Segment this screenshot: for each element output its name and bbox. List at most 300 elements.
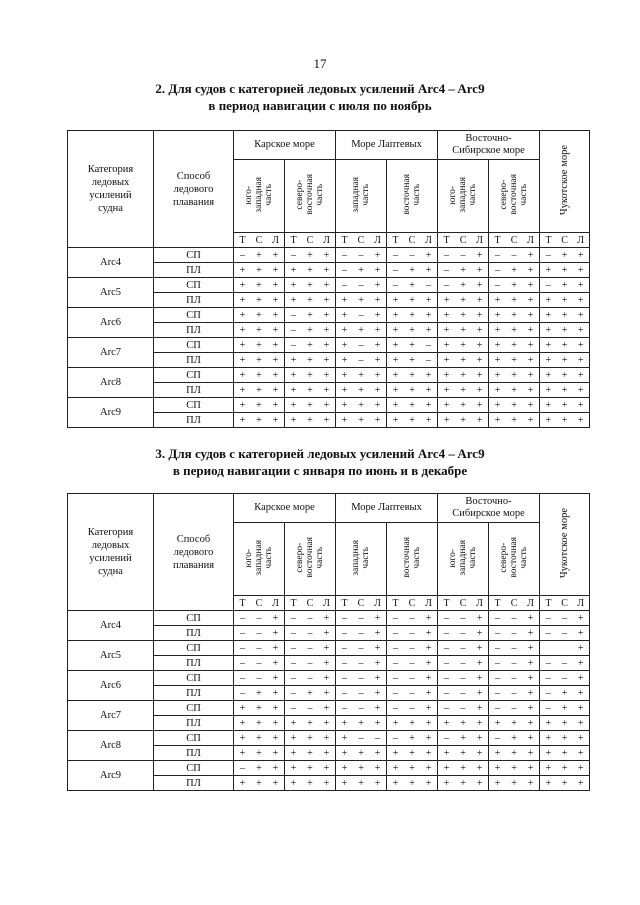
header-tcl-letter: Л (323, 234, 330, 246)
value-mark: – (495, 264, 501, 276)
value-cell (387, 686, 438, 701)
value-cell (438, 671, 489, 686)
value-mark: – (511, 657, 517, 669)
value-mark: – (562, 612, 568, 624)
value-mark: + (561, 354, 568, 366)
value-mark: + (256, 399, 262, 411)
value-mark: + (256, 762, 262, 774)
value-mark: + (290, 762, 297, 774)
value-mark: – (240, 687, 245, 699)
value-mark: + (307, 687, 313, 699)
method-cell: ПЛ (154, 656, 234, 671)
value-cell (285, 671, 336, 686)
method-cell: СП (154, 731, 234, 746)
method-cell: СП (154, 278, 234, 293)
value-mark: – (426, 279, 432, 291)
value-cell (438, 701, 489, 716)
value-mark: + (561, 399, 568, 411)
value-cell (285, 641, 336, 656)
value-mark: + (358, 747, 364, 759)
value-mark: + (323, 642, 330, 654)
value-mark: + (392, 294, 399, 306)
value-mark: + (323, 249, 330, 261)
value-mark: + (290, 294, 297, 306)
value-mark: – (495, 672, 501, 684)
value-cell (540, 368, 590, 383)
method-cell: ПЛ (154, 263, 234, 278)
value-mark: + (561, 702, 568, 714)
value-cell (438, 383, 489, 398)
value-mark: – (511, 702, 517, 714)
value-cell (234, 776, 285, 791)
value-mark: + (341, 747, 348, 759)
value-mark: – (358, 279, 364, 291)
value-mark: + (256, 717, 262, 729)
value-mark: – (393, 264, 399, 276)
value-mark: + (392, 384, 399, 396)
value-mark: – (393, 732, 399, 744)
value-mark: + (527, 627, 534, 639)
value-mark: + (374, 687, 381, 699)
value-mark: – (495, 249, 501, 261)
value-mark: + (494, 777, 501, 789)
section-title-line: 2. Для судов с категорией ледовых усилений Arc4 – Arc9 (155, 81, 485, 96)
header-chukchi-sea (540, 131, 590, 233)
category-cell: Arc8 (68, 368, 154, 398)
value-mark: + (374, 657, 381, 669)
value-mark: – (444, 687, 450, 699)
value-cell (285, 701, 336, 716)
value-mark: + (374, 627, 381, 639)
value-mark: + (511, 309, 517, 321)
header-tcl-letter: Л (577, 597, 585, 609)
value-cell (387, 611, 438, 626)
value-mark: + (341, 354, 348, 366)
value-mark: + (577, 384, 584, 396)
value-mark: + (561, 294, 568, 306)
value-cell (285, 686, 336, 701)
value-mark: + (290, 369, 297, 381)
header-tcl-letter: Л (476, 234, 483, 246)
value-mark: – (307, 672, 313, 684)
value-mark: + (443, 339, 450, 351)
value-mark: + (577, 642, 584, 654)
value-mark: + (577, 777, 584, 789)
header-tcl-letter: Л (527, 234, 534, 246)
value-mark: – (409, 657, 415, 669)
value-mark: + (307, 717, 313, 729)
value-mark: + (256, 384, 262, 396)
value-cell (336, 716, 387, 731)
value-mark: + (494, 747, 501, 759)
value-mark: + (307, 369, 313, 381)
value-cell (438, 611, 489, 626)
value-mark: + (511, 414, 517, 426)
value-mark: – (393, 249, 399, 261)
value-mark: – (409, 627, 415, 639)
value-cell (489, 413, 540, 428)
value-cell (336, 686, 387, 701)
value-cell (387, 413, 438, 428)
value-cell (285, 383, 336, 398)
value-mark: + (323, 612, 330, 624)
value-cell (336, 626, 387, 641)
value-mark: + (392, 747, 399, 759)
value-mark: + (460, 762, 466, 774)
value-mark: – (342, 702, 348, 714)
value-mark: + (307, 414, 313, 426)
header-sub-es-ne (489, 160, 540, 233)
value-mark: + (577, 324, 584, 336)
value-mark: + (272, 369, 279, 381)
value-mark: + (494, 414, 501, 426)
value-mark: + (323, 384, 330, 396)
value-mark: – (342, 279, 348, 291)
value-cell (234, 413, 285, 428)
value-mark: – (393, 612, 399, 624)
value-mark: + (425, 369, 432, 381)
value-mark: + (577, 369, 584, 381)
value-mark: + (425, 717, 432, 729)
value-mark: + (374, 384, 381, 396)
value-mark: – (495, 657, 501, 669)
value-mark: + (460, 354, 466, 366)
value-cell (234, 278, 285, 293)
value-mark: + (443, 777, 450, 789)
method-cell: ПЛ (154, 353, 234, 368)
value-mark: – (307, 612, 313, 624)
value-mark: + (272, 762, 279, 774)
value-cell (387, 776, 438, 791)
value-mark: – (460, 672, 466, 684)
value-cell (285, 611, 336, 626)
value-mark: + (476, 309, 483, 321)
header-sub-laptev-w (336, 523, 387, 596)
value-mark: + (239, 354, 246, 366)
method-cell: ПЛ (154, 686, 234, 701)
value-mark: + (476, 354, 483, 366)
value-mark: + (443, 717, 450, 729)
value-mark: + (290, 384, 297, 396)
value-mark: + (561, 339, 568, 351)
value-mark: + (443, 354, 450, 366)
value-mark: + (425, 777, 432, 789)
value-mark: + (239, 702, 246, 714)
value-cell (387, 248, 438, 263)
value-mark: + (527, 369, 534, 381)
value-cell (540, 278, 590, 293)
value-mark: – (291, 702, 296, 714)
value-mark: + (443, 384, 450, 396)
value-mark: + (511, 762, 517, 774)
value-cell (234, 626, 285, 641)
value-cell (387, 761, 438, 776)
header-sub-es-sw (438, 160, 489, 233)
value-mark: + (341, 717, 348, 729)
value-mark: + (409, 384, 415, 396)
header-tcl-letter: Т (494, 234, 501, 246)
value-cell (540, 626, 590, 641)
value-mark: + (443, 414, 450, 426)
header-tcl-letter: Л (425, 234, 432, 246)
value-mark: + (460, 732, 466, 744)
value-mark: + (374, 294, 381, 306)
value-mark: + (392, 369, 399, 381)
header-tcl-letter: Т (392, 234, 399, 246)
value-mark: + (460, 384, 466, 396)
value-mark: + (392, 339, 399, 351)
header-sub-es-ne (489, 523, 540, 596)
value-mark: + (527, 249, 534, 261)
method-cell: ПЛ (154, 716, 234, 731)
value-mark: + (561, 687, 568, 699)
value-cell (285, 746, 336, 761)
value-cell (540, 671, 590, 686)
value-mark: + (443, 309, 450, 321)
header-tcl-letter: Л (425, 597, 432, 609)
value-mark: – (393, 627, 399, 639)
value-cell (336, 761, 387, 776)
value-cell (540, 398, 590, 413)
value-mark: + (425, 627, 432, 639)
value-mark: + (307, 294, 313, 306)
value-cell (285, 368, 336, 383)
value-cell (489, 701, 540, 716)
value-cell (336, 293, 387, 308)
value-mark: + (358, 324, 364, 336)
value-cell (336, 656, 387, 671)
value-cell (336, 671, 387, 686)
value-mark: + (476, 414, 483, 426)
value-mark: + (341, 762, 348, 774)
table-row (68, 611, 590, 626)
value-mark: – (495, 642, 501, 654)
value-mark: + (545, 384, 552, 396)
value-mark: + (527, 777, 534, 789)
value-mark: + (358, 399, 364, 411)
value-cell (489, 248, 540, 263)
value-cell (489, 398, 540, 413)
method-cell: СП (154, 611, 234, 626)
value-mark: + (460, 294, 466, 306)
value-cell (387, 338, 438, 353)
value-mark: + (239, 777, 246, 789)
value-mark: + (425, 657, 432, 669)
value-mark: + (511, 354, 517, 366)
value-mark: – (342, 249, 348, 261)
method-cell: СП (154, 368, 234, 383)
value-mark: – (444, 249, 450, 261)
value-mark: + (577, 747, 584, 759)
table-row (68, 308, 590, 323)
table-row (68, 278, 590, 293)
value-mark: + (476, 384, 483, 396)
value-cell (540, 323, 590, 338)
value-mark: + (476, 717, 483, 729)
value-mark: + (476, 762, 483, 774)
header-tcl-letter: С (408, 597, 416, 609)
category-cell: Arc7 (68, 338, 154, 368)
value-mark: + (239, 324, 246, 336)
value-mark: – (342, 612, 348, 624)
value-mark: + (476, 612, 483, 624)
value-mark: – (460, 627, 466, 639)
section-subtitle-line: в период навигации с января по июнь и в декабре (172, 463, 468, 478)
header-tcl-letter: Л (374, 234, 381, 246)
value-mark: + (527, 687, 534, 699)
value-mark: + (392, 354, 399, 366)
value-mark: – (342, 264, 348, 276)
value-mark: + (374, 612, 381, 624)
value-mark: + (561, 324, 568, 336)
value-mark: + (545, 717, 552, 729)
value-cell (336, 398, 387, 413)
value-cell (540, 413, 590, 428)
header-tcl-letter: Т (443, 234, 450, 246)
header-sub-label: северо- восточная часть (295, 174, 325, 215)
value-mark: – (495, 702, 501, 714)
value-cell (387, 671, 438, 686)
value-mark: + (494, 354, 501, 366)
category-cell: Arc9 (68, 761, 154, 791)
value-mark: + (358, 264, 364, 276)
value-cell (438, 263, 489, 278)
header-sub-label: юго- западная часть (244, 176, 274, 213)
header-category: Категория ледовых усилений судна (68, 131, 154, 248)
value-mark: + (392, 309, 399, 321)
value-cell (234, 611, 285, 626)
value-mark: + (577, 732, 584, 744)
header-sub-label: юго- западная часть (448, 539, 479, 576)
value-mark: + (290, 264, 297, 276)
value-mark: – (307, 642, 313, 654)
value-cell (387, 263, 438, 278)
value-mark: – (240, 657, 245, 669)
method-cell: ПЛ (154, 626, 234, 641)
value-mark: + (323, 627, 330, 639)
value-mark: + (272, 354, 279, 366)
value-mark: + (409, 747, 415, 759)
value-mark: + (272, 264, 279, 276)
value-mark: + (307, 384, 313, 396)
header-tcl-letter: С (561, 597, 568, 609)
value-mark: – (511, 672, 517, 684)
value-mark: + (527, 732, 534, 744)
value-mark: + (341, 414, 348, 426)
value-cell (489, 278, 540, 293)
value-mark: + (511, 399, 517, 411)
value-mark: – (307, 627, 313, 639)
value-mark: – (307, 702, 313, 714)
value-mark: – (358, 702, 364, 714)
value-mark: + (409, 354, 415, 366)
value-cell (438, 641, 489, 656)
value-cell (234, 308, 285, 323)
method-cell: СП (154, 701, 234, 716)
value-mark: – (545, 672, 551, 684)
value-mark: + (443, 762, 450, 774)
value-mark: + (290, 747, 297, 759)
value-cell (489, 746, 540, 761)
value-mark: + (494, 324, 501, 336)
value-cell (540, 338, 590, 353)
value-mark: + (476, 627, 483, 639)
value-cell (489, 626, 540, 641)
value-cell (489, 353, 540, 368)
header-sub-label: восточная часть (402, 174, 423, 215)
value-mark: + (323, 414, 330, 426)
value-cell (336, 308, 387, 323)
header-tcl-letter: С (459, 234, 467, 246)
value-cell (234, 353, 285, 368)
value-mark: + (476, 369, 483, 381)
method-cell: СП (154, 248, 234, 263)
value-mark: – (240, 612, 245, 624)
value-mark: + (307, 279, 313, 291)
value-mark: + (425, 384, 432, 396)
value-cell (336, 383, 387, 398)
value-mark: + (256, 747, 262, 759)
page-number: 17 (313, 56, 327, 71)
value-mark: + (577, 294, 584, 306)
value-mark: + (545, 732, 552, 744)
method-cell: ПЛ (154, 383, 234, 398)
header-tcl-letter: С (408, 234, 416, 246)
value-mark: + (272, 672, 279, 684)
value-mark: + (374, 279, 381, 291)
value-mark: + (392, 414, 399, 426)
header-tcl-letter: С (510, 234, 518, 246)
value-mark: – (409, 642, 415, 654)
header-tcl-letter: Л (527, 597, 534, 609)
value-mark: – (511, 687, 517, 699)
value-cell (234, 671, 285, 686)
value-mark: + (307, 762, 313, 774)
value-mark: + (494, 294, 501, 306)
header-sub-label: северо- восточная часть (295, 537, 325, 578)
value-mark: + (323, 747, 330, 759)
value-mark: + (476, 657, 483, 669)
value-mark: + (409, 717, 415, 729)
value-cell (489, 716, 540, 731)
table-row (68, 671, 590, 686)
value-mark: + (272, 309, 279, 321)
value-cell (438, 731, 489, 746)
value-mark: + (425, 732, 432, 744)
header-sub-label: западная часть (351, 539, 372, 576)
section-title-winter (0, 445, 640, 479)
value-mark: + (341, 777, 348, 789)
value-mark: + (239, 732, 246, 744)
header-tcl-letter: С (255, 234, 263, 246)
header-tcl-letter: Л (272, 597, 279, 609)
value-mark: + (239, 264, 246, 276)
value-mark: + (527, 354, 534, 366)
value-mark: – (358, 657, 364, 669)
value-mark: + (460, 717, 466, 729)
value-mark: + (323, 294, 330, 306)
method-cell: ПЛ (154, 746, 234, 761)
value-cell (285, 776, 336, 791)
category-cell: Arc6 (68, 671, 154, 701)
value-cell (387, 293, 438, 308)
value-mark: + (425, 762, 432, 774)
value-mark: – (291, 642, 296, 654)
value-cell (387, 641, 438, 656)
value-mark: – (444, 672, 450, 684)
value-mark: + (272, 642, 279, 654)
value-mark: + (561, 309, 568, 321)
